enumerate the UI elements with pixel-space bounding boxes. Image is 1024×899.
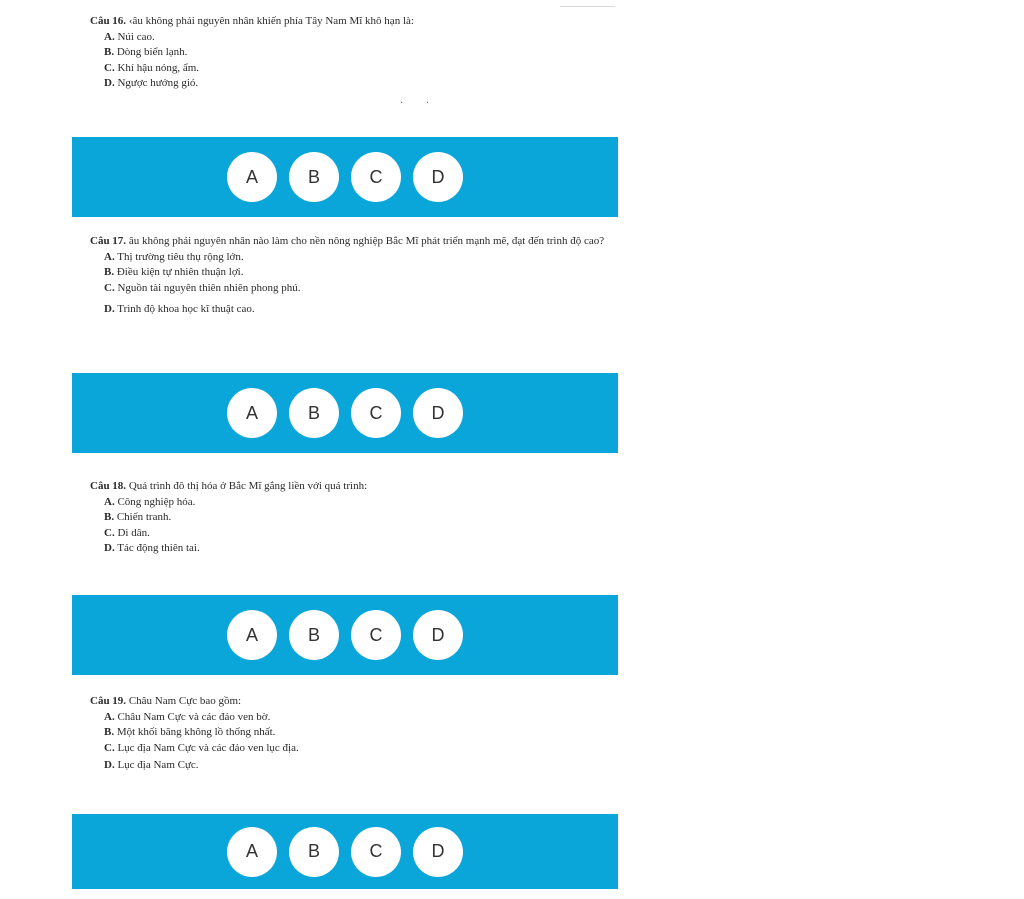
option-a <box>104 495 620 511</box>
option-b <box>104 510 620 526</box>
answer-bar-16 <box>72 137 618 217</box>
option-letter: A. <box>104 30 115 43</box>
option-letter: B. <box>104 511 115 523</box>
option-letter: D. <box>104 77 115 89</box>
option-letter: A. <box>104 495 115 508</box>
answer-bar-19 <box>72 814 618 889</box>
option-a <box>104 710 620 726</box>
option-c <box>104 281 620 297</box>
question-17 <box>90 234 620 318</box>
option-letter: A. <box>104 710 115 723</box>
question-prompt: Châu Nam Cực bao gồm: <box>126 695 242 707</box>
option-text: Lục địa Nam Cực và các đảo ven lục địa. <box>114 741 299 754</box>
option-letter: C. <box>104 526 115 539</box>
option-d <box>104 541 620 557</box>
option-c <box>104 526 620 542</box>
option-text: Nguồn tài nguyên thiên nhiên phong phú. <box>114 281 301 294</box>
question-number: Câu 19. <box>90 695 127 707</box>
answer-b-button[interactable]: B <box>289 388 339 438</box>
answer-c-button[interactable]: C <box>351 152 401 202</box>
answer-bar-17 <box>72 373 618 453</box>
option-text: Châu Nam Cực và các đảo ven bờ. <box>114 710 271 723</box>
answer-a-button[interactable]: A <box>227 388 277 438</box>
option-list <box>90 30 620 92</box>
option-text: Di dân. <box>114 526 150 539</box>
option-letter: D. <box>104 759 115 771</box>
option-list <box>90 250 620 318</box>
answer-a-button[interactable]: A <box>227 152 277 202</box>
question-prompt: âu không phải nguyên nhân nào làm cho nền nông nghiệp Bắc Mĩ phát triển mạnh mẽ, đạt đến trình độ cao? <box>126 235 605 247</box>
question-text <box>90 234 620 250</box>
option-c <box>104 61 620 77</box>
question-19 <box>90 694 620 774</box>
answer-d-button[interactable]: D <box>413 827 463 877</box>
question-number: Câu 18. <box>90 480 127 492</box>
option-d <box>104 76 620 92</box>
answer-b-button[interactable]: B <box>289 610 339 660</box>
option-text: Khí hậu nóng, ẩm. <box>114 61 200 74</box>
answer-d-button[interactable]: D <box>413 388 463 438</box>
option-d <box>104 302 620 318</box>
option-a <box>104 250 620 266</box>
option-b <box>104 265 620 281</box>
question-text <box>90 14 620 30</box>
option-text: Chiến tranh. <box>114 511 172 523</box>
answer-c-button[interactable]: C <box>351 610 401 660</box>
option-letter: B. <box>104 46 115 58</box>
option-text: Dòng biển lạnh. <box>114 46 188 58</box>
question-prompt: ‹âu không phải nguyên nhân khiến phía Tây Nam Mĩ khô hạn là: <box>126 15 414 27</box>
option-text: Tác động thiên tai. <box>114 542 200 554</box>
option-list <box>90 710 620 774</box>
scan-artifact: · · <box>400 98 430 109</box>
option-text: Trình độ khoa học kĩ thuật cao. <box>114 303 255 315</box>
option-d <box>104 758 620 774</box>
answer-b-button[interactable]: B <box>289 827 339 877</box>
option-letter: B. <box>104 726 115 738</box>
option-a <box>104 30 620 46</box>
option-text: Một khối băng không lồ thống nhất. <box>114 726 276 738</box>
question-16 <box>90 14 620 92</box>
question-number: Câu 17. <box>90 235 127 247</box>
option-letter: C. <box>104 61 115 74</box>
question-text <box>90 479 620 495</box>
option-text: Điều kiện tự nhiên thuận lợi. <box>114 266 244 278</box>
option-b <box>104 45 620 61</box>
option-text: Công nghiệp hóa. <box>114 495 196 508</box>
option-text: Núi cao. <box>114 30 155 43</box>
option-c <box>104 741 620 757</box>
answer-b-button[interactable]: B <box>289 152 339 202</box>
answer-a-button[interactable]: A <box>227 610 277 660</box>
answer-c-button[interactable]: C <box>351 388 401 438</box>
option-letter: A. <box>104 250 115 263</box>
question-text <box>90 694 620 710</box>
option-b <box>104 725 620 741</box>
answer-a-button[interactable]: A <box>227 827 277 877</box>
option-letter: C. <box>104 281 115 294</box>
option-letter: D. <box>104 303 115 315</box>
answer-d-button[interactable]: D <box>413 610 463 660</box>
top-divider <box>560 6 615 7</box>
answer-d-button[interactable]: D <box>413 152 463 202</box>
answer-c-button[interactable]: C <box>351 827 401 877</box>
option-letter: B. <box>104 266 115 278</box>
option-letter: C. <box>104 741 115 754</box>
question-number: Câu 16. <box>90 15 127 27</box>
option-text: Ngược hướng gió. <box>114 77 199 89</box>
option-text: Thị trường tiêu thụ rộng lớn. <box>114 250 244 263</box>
option-letter: D. <box>104 542 115 554</box>
option-list <box>90 495 620 557</box>
answer-bar-18 <box>72 595 618 675</box>
question-18 <box>90 479 620 557</box>
question-prompt: Quá trình đô thị hóa ở Bắc Mĩ gắng liền với quá trình: <box>126 480 368 492</box>
option-text: Lục địa Nam Cực. <box>114 759 199 771</box>
